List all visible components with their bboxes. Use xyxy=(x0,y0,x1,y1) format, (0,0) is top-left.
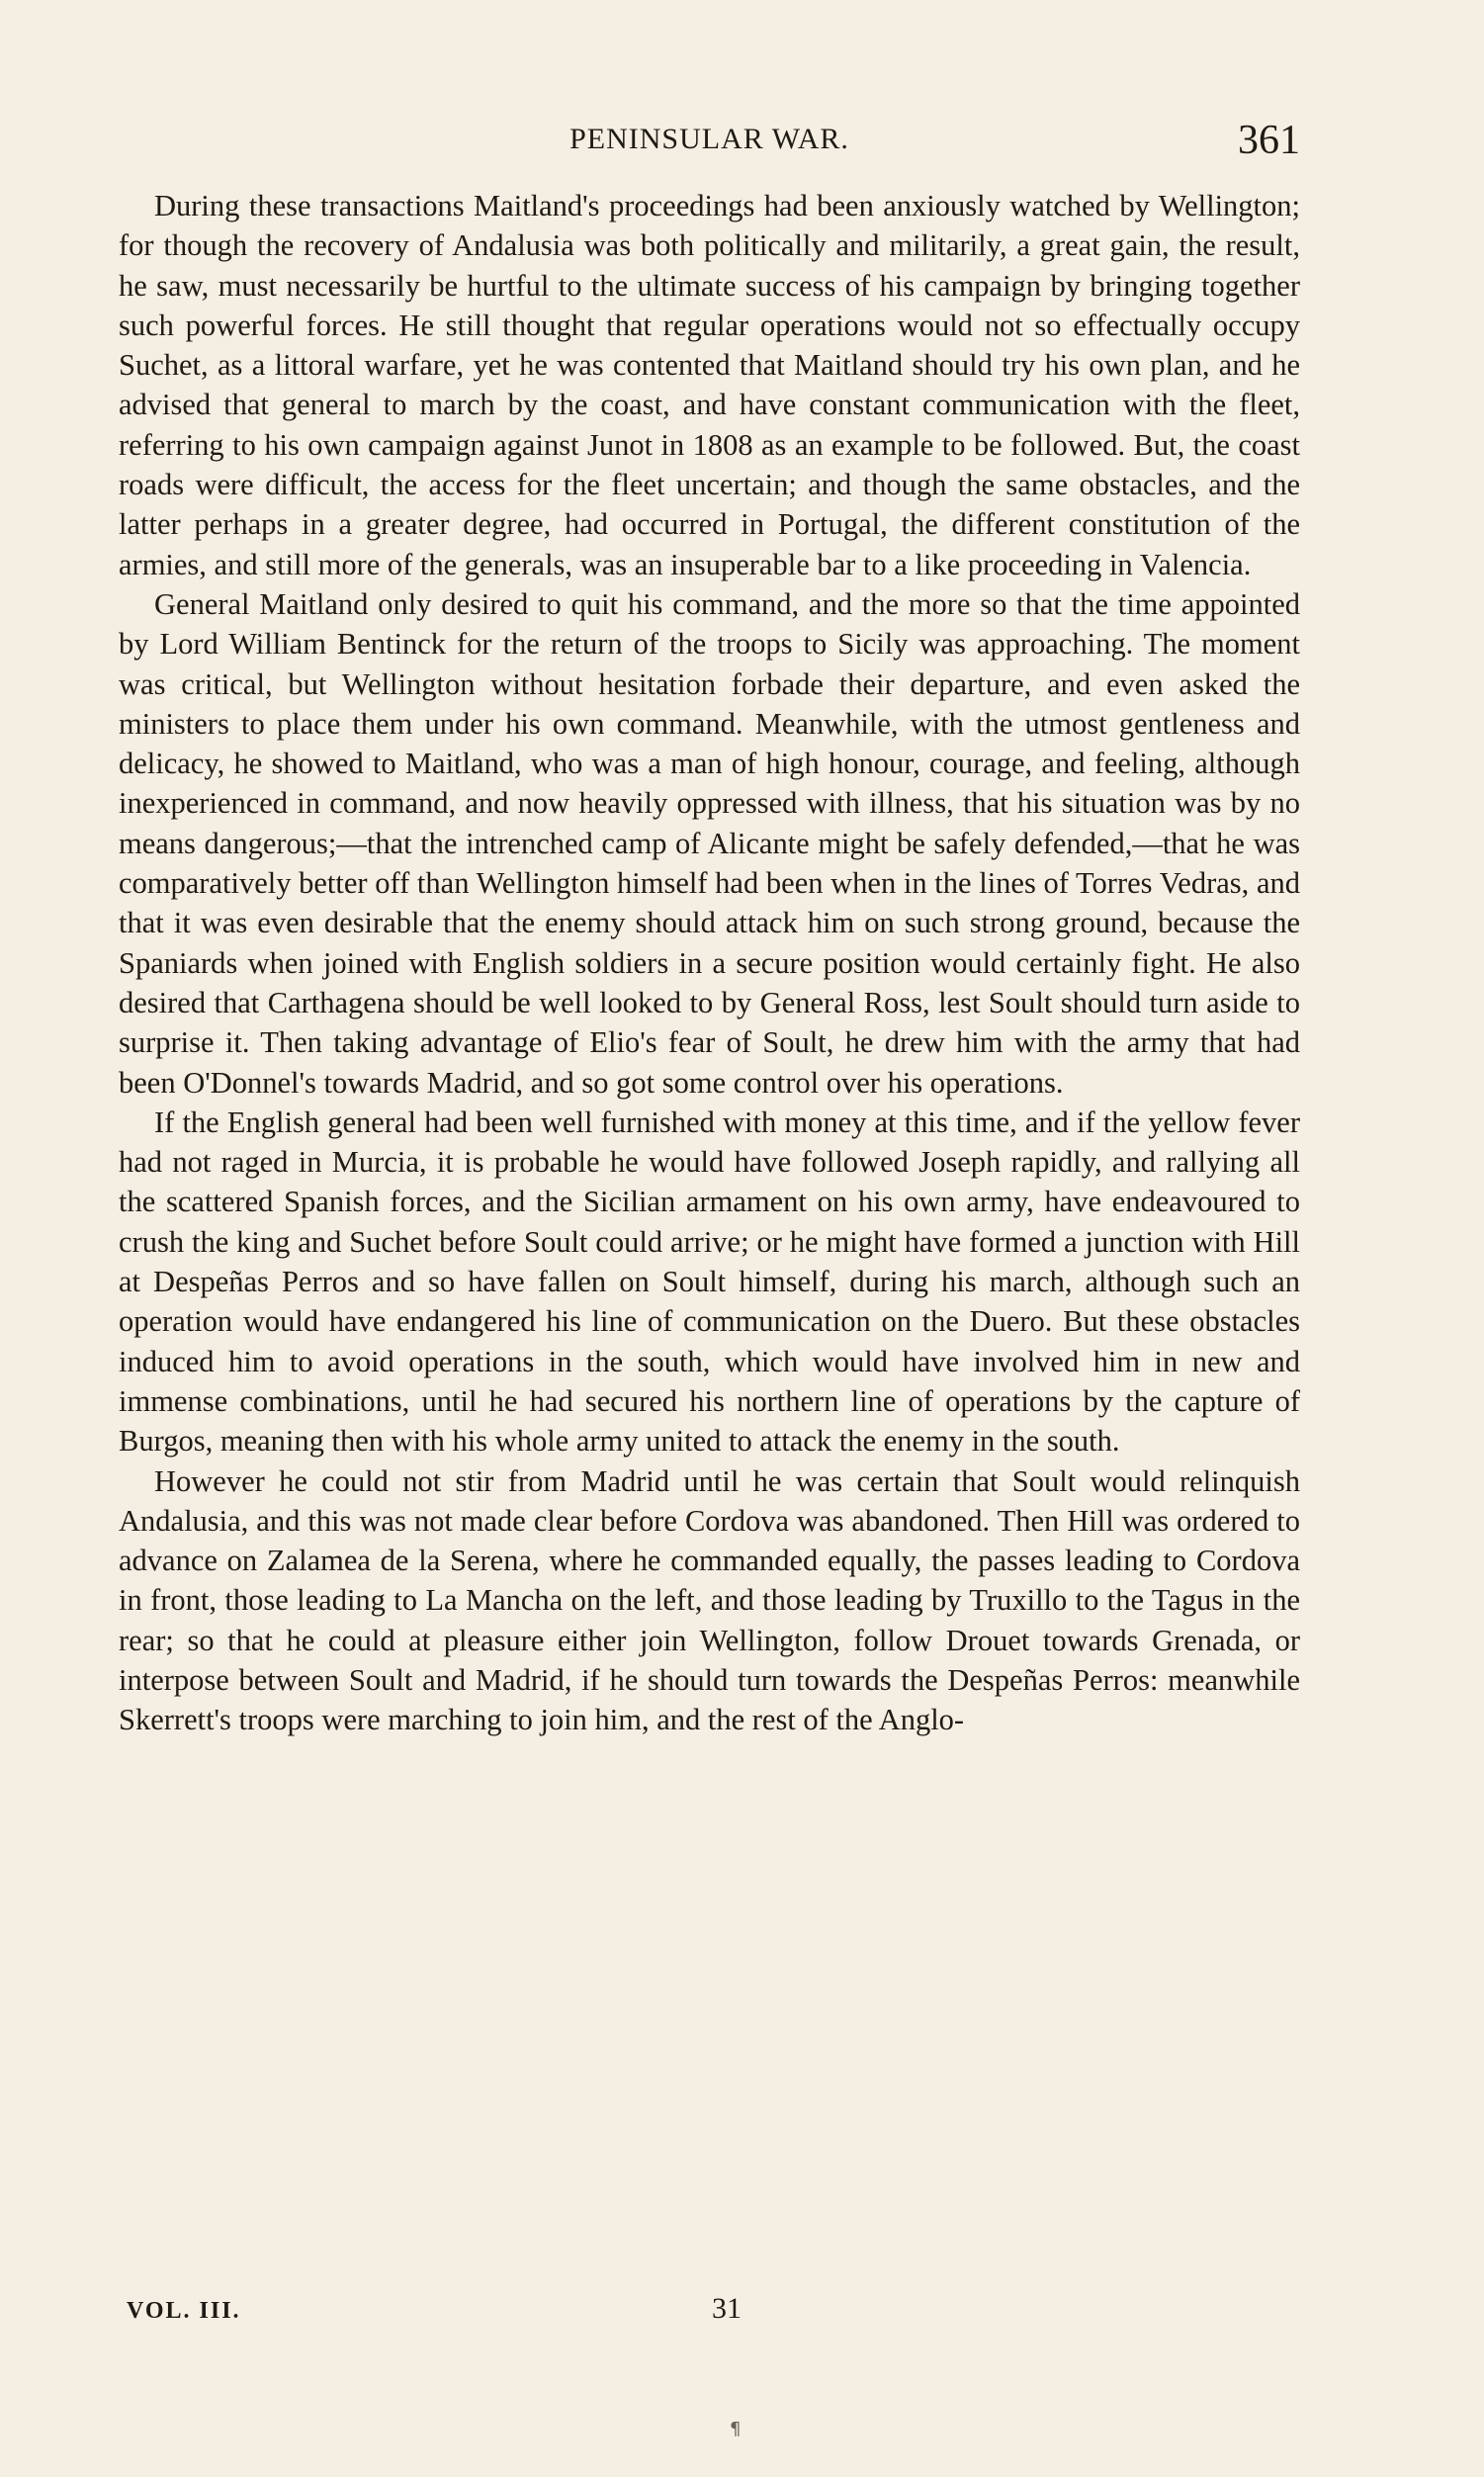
running-head xyxy=(119,117,1300,176)
paragraph-2: General Maitland only desired to quit his command, and the more so that the time appointed by Lord William Bentinck for the return of the troops to Sicily was approaching. The moment was critical, but Wellington without hesitation forbade their departure, and even asked the ministers to place them under his own command. Meanwhile, with the utmost gentleness and delicacy, he showed to Maitland, who was a man of high honour, courage, and feeling, although inexperienced in command, and now heavily oppressed with illness, that his situation was by no means dangerous;—that the intrenched camp of Alicante might be safely defended,—that he was comparatively better off than Wellington himself had been when in the lines of Torres Vedras, and that it was even desirable that the enemy should attack him on such strong ground, because the Spaniards when joined with English soldiers in a secure position would certainly fight. He also desired that Carthagena should be well looked to by General Ross, lest Soult should turn aside to surprise it. Then taking advantage of Elio's fear of Soult, he drew him with the army that had been O'Donnel's towards Madrid, and so got some control over his operations. xyxy=(119,586,1300,1100)
running-title: PENINSULAR WAR. xyxy=(569,123,849,155)
paragraph-3: If the English general had been well furnished with money at this time, and if the yellow fever had not raged in Murcia, it is probable he would have followed Joseph rapidly, and rallying all the scattered Spanish forces, and the Sicilian armament on his own army, have endeavoured to crush the king and Suchet before Soult could arrive; or he might have formed a junction with Hill at Despeñas Perros and so have fallen on Soult himself, during his march, although such an operation would have endangered his line of communication on the Duero. But these obstacles induced him to avoid operations in the south, which would have involved him in new and immense combinations, until he had secured his northern line of operations by the capture of Burgos, meaning then with his whole army united to attack the enemy in the south. xyxy=(119,1105,1300,1459)
page-number: 361 xyxy=(1238,118,1300,163)
paragraph-4: However he could not stir from Madrid until he was certain that Soult would relinquish Andalusia, and this was not made clear before Cordova was abandoned. Then Hill was ordered to advance on Zalamea de la Serena, where he commanded equally, the passes leading to Cordova in front, those leading to La Mancha on the left, and those leading by Truxillo to the Tagus in the rear; so that he could at pleasure either join Wellington, follow Drouet towards Grenada, or interpose between Soult and Madrid, if he should turn towards the Despeñas Perros: meanwhile Skerrett's troops were marching to join him, and the rest of the Anglo- xyxy=(119,1463,1300,1737)
paragraph-1: During these transactions Maitland's proceedings had been anxiously watched by Wellington; for though the recovery of Andalusia was both politically and militarily, a great gain, the result, he saw, must necessarily be hurtful to the ultimate success of his campaign by bringing together such powerful forces. He still thought that regular operations would not so effectually occupy Suchet, as a littoral warfare, yet he was contented that Maitland should try his own plan, and he advised that general to march by the coast, and have constant communication with the fleet, referring to his own campaign against Junot in 1808 as an example to be followed. But, the coast roads were difficult, the access for the fleet uncertain; and though the same obstacles, and the latter perhaps in a greater degree, had occurred in Portugal, the different constitution of the armies, and still more of the generals, was an insuperable bar to a like proceeding in Valencia. xyxy=(119,189,1300,581)
page-footer xyxy=(119,2292,1300,2332)
signature-mark: 31 xyxy=(712,2292,742,2325)
body-text xyxy=(119,186,1300,1740)
ink-speck-mark: ¶ xyxy=(730,2419,742,2439)
volume-label: VOL. III. xyxy=(127,2298,241,2324)
